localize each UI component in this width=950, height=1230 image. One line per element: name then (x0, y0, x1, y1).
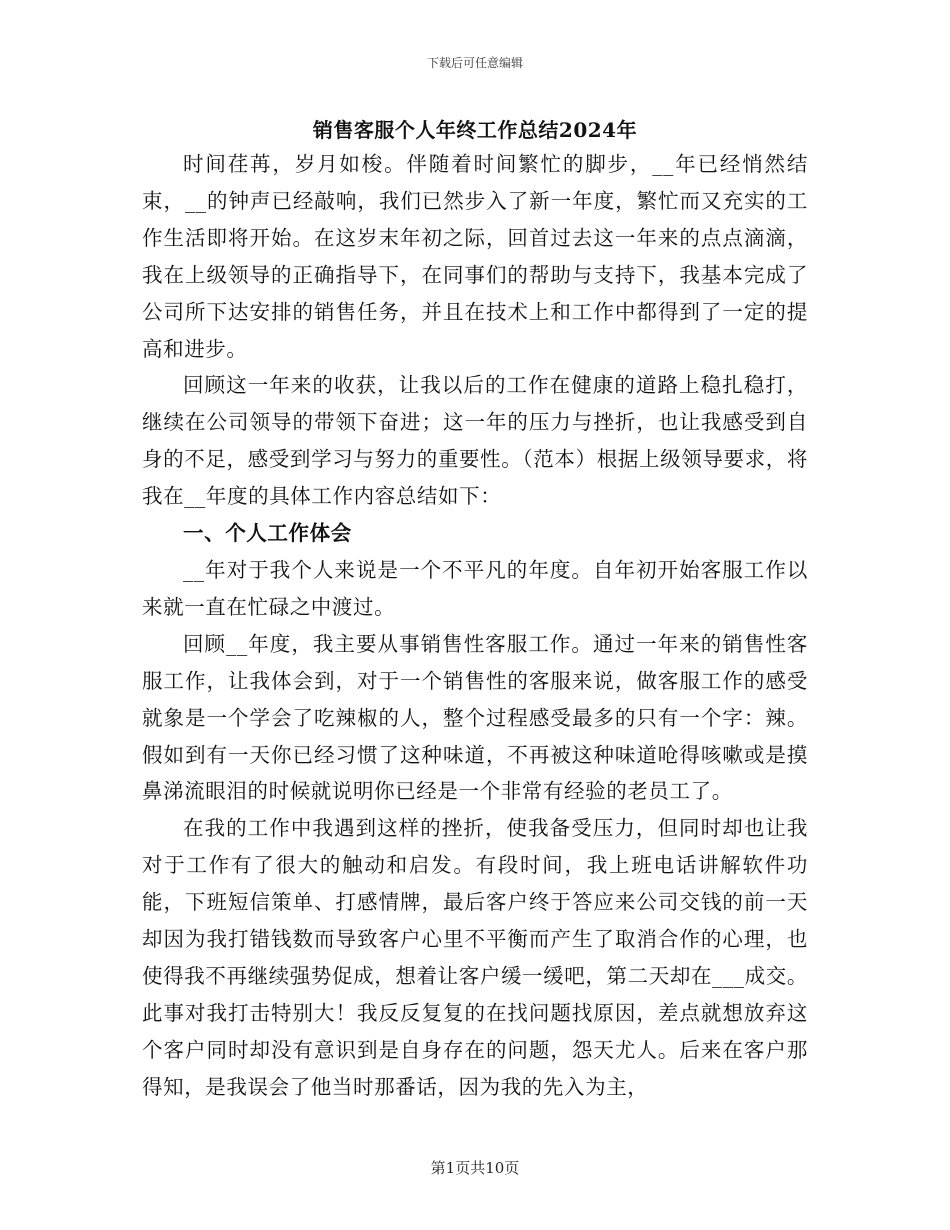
page-indicator: 第1页共10页 (430, 1159, 520, 1177)
section-heading: 一、个人工作体会 (183, 521, 352, 546)
document-body (142, 146, 808, 1106)
document-title: 销售客服个人年终工作总结2024年 (312, 118, 638, 142)
paragraph: __年对于我个人来说是一个不平凡的年度。自年初开始客服工作以来就一直在忙碌之中渡过。 (142, 557, 808, 619)
paragraph: 在我的工作中我遇到这样的挫折，使我备受压力，但同时却也让我对于工作有了很大的触动和启发。有段时间，我上班电话讲解软件功能，下班短信策单、打感情牌，最后客户终于答应来公司交钱的前一天却因为我打错钱数而导致客户心里不平衡而产生了取消合作的心理，也使得我不再继续强势促成，想着让客户缓一缓吧，第二天却在___成交。此事对我打击特别大！我反反复复的在找问题找原因，差点就想放弃这个客户同时却没有意识到是自身存在的问题，怨天尤人。后来在客户那得知，是我误会了他当时那番话，因为我的先入为主， (142, 816, 808, 1099)
header-note: 下载后可任意编辑 (426, 56, 523, 70)
paragraph: 回顾__年度，我主要从事销售性客服工作。通过一年来的销售性客服工作，让我体会到，对于一个销售性的客服来说，做客服工作的感受就象是一个学会了吃辣椒的人，整个过程感受最多的只有一个字：辣。假如到有一天你已经习惯了这种味道，不再被这种味道呛得咳嗽或是摸鼻涕流眼泪的时候就说明你已经是一个非常有经验的老员工了。 (142, 631, 808, 804)
paragraph: 回顾这一年来的收获，让我以后的工作在健康的道路上稳扎稳打，继续在公司领导的带领下奋进；这一年的压力与挫折，也让我感受到自身的不足，感受到学习与努力的重要性。（范本）根据上级领导要求，将我在__年度的具体工作内容总结如下： (142, 373, 808, 509)
paragraph: 时间荏苒，岁月如梭。伴随着时间繁忙的脚步，__年已经悄然结束，__的钟声已经敲响，我们已然步入了新一年度，繁忙而又充实的工作生活即将开始。在这岁末年初之际，回首过去这一年来的点点滴滴，我在上级领导的正确指导下，在同事们的帮助与支持下，我基本完成了公司所下达安排的销售任务，并且在技术上和工作中都得到了一定的提高和进步。 (142, 152, 808, 361)
